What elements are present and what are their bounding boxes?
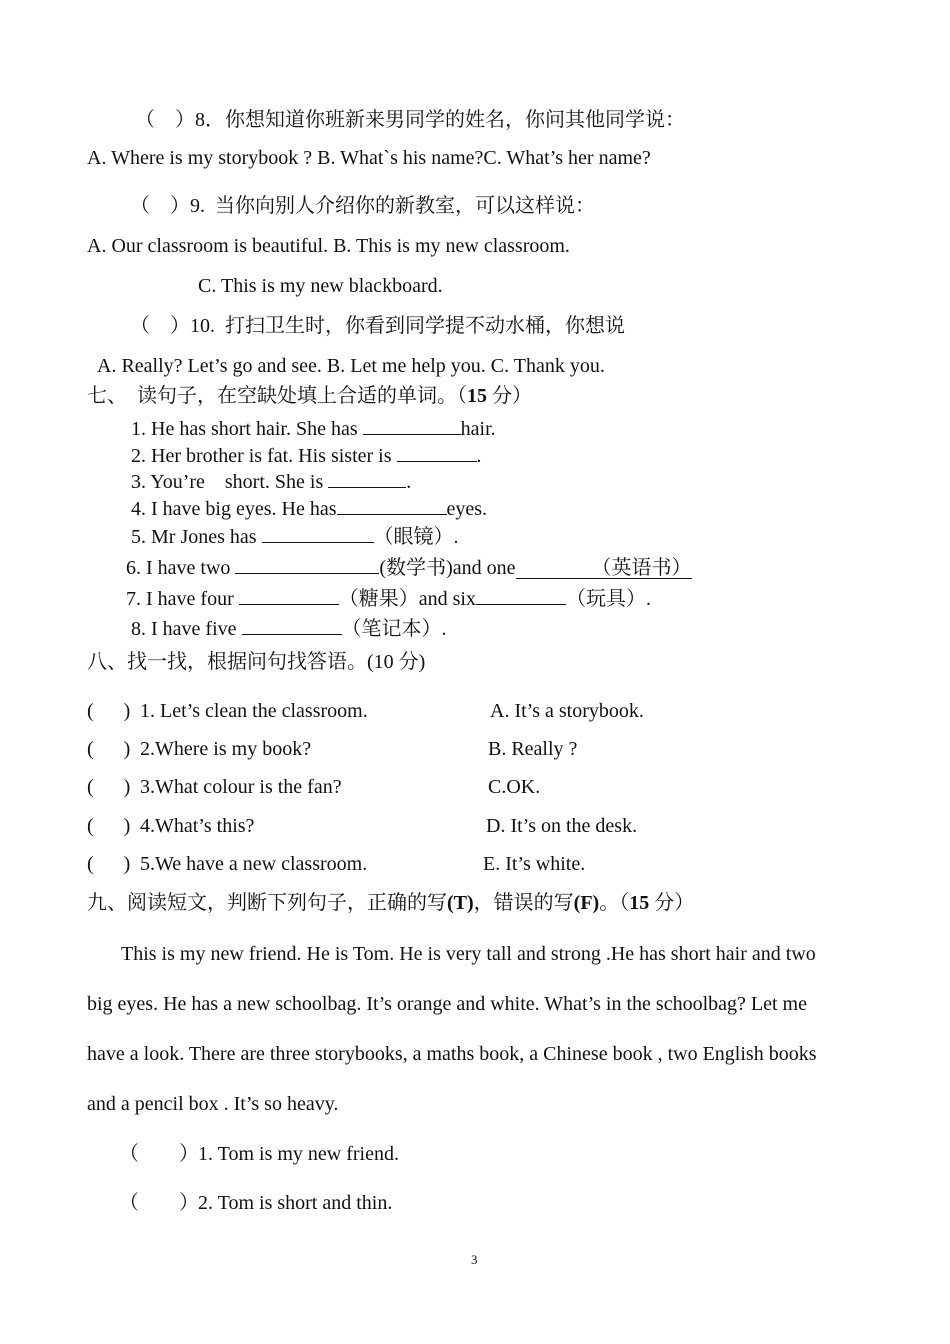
fill-item-4-pre: 4. I have big eyes. He has	[131, 498, 337, 520]
blank-2[interactable]	[397, 441, 477, 462]
q9-bracket: （ ）9.	[130, 195, 205, 217]
fill-item-1-post: hair.	[460, 418, 496, 440]
section9-title	[87, 893, 694, 913]
fill-item-2-post: .	[476, 445, 482, 467]
fill-item-6-post: （英语书）	[591, 557, 692, 579]
q10-bracket: （ ）10.	[130, 315, 215, 337]
section9-title-text: 九、阅读短文，判断下列句子，正确的写	[87, 892, 447, 914]
blank-5[interactable]	[262, 522, 374, 543]
section9-true-mark: (T)	[447, 892, 474, 914]
blank-1[interactable]	[363, 414, 461, 435]
blank-7b[interactable]	[476, 584, 566, 605]
fill-item-7-post: （玩具）.	[565, 588, 651, 610]
fill-item-4	[131, 494, 487, 519]
fill-item-5-pre: 5. Mr Jones has	[131, 526, 262, 548]
fill-item-7-mid: （糖果）and six	[338, 588, 476, 610]
judge-bracket-2[interactable]: （ ）	[119, 1192, 199, 1214]
match-answer-d: D. It’s on the desk.	[486, 815, 638, 837]
fill-item-4-post: eyes.	[446, 498, 488, 520]
q9-options-ab: A. Our classroom is beautiful. B. This is my new classroom.	[87, 235, 570, 257]
q9-option-c: C. This is my new blackboard.	[198, 275, 443, 297]
section9-score: 15	[629, 892, 650, 914]
page-number: 3	[471, 1252, 478, 1267]
q10-options: A. Really? Let’s go and see. B. Let me help you. C. Thank you.	[97, 355, 605, 377]
judge-bracket-1[interactable]: （ ）	[119, 1143, 199, 1165]
blank-6b[interactable]	[516, 558, 692, 579]
section9-title-post: 。（	[599, 892, 630, 914]
fill-item-5	[131, 522, 459, 547]
fill-item-7	[126, 584, 651, 609]
fill-item-3-post: .	[406, 471, 412, 493]
fill-item-5-post: （眼镜）.	[373, 526, 459, 548]
match-question-3: 3.What colour is the fan?	[140, 776, 342, 798]
q8-bracket: （ ）8	[135, 109, 205, 131]
match-bracket-4[interactable]: ( )	[87, 815, 131, 837]
q9-stem	[130, 196, 595, 216]
match-answer-c: C.OK.	[488, 776, 541, 798]
q9-text: 当你向别人介绍你的新教室，可以这样说：	[215, 195, 595, 217]
q8-options: A. Where is my storybook ? B. What`s his name?C. What’s her name?	[87, 147, 651, 169]
section9-false-mark: (F)	[573, 892, 600, 914]
section7-title-text: 七、 读句子，在空缺处填上合适的单词。（	[87, 385, 467, 407]
section8-title: 八、找一找，根据问句找答语。(10 分)	[87, 651, 426, 673]
match-bracket-2[interactable]: ( )	[87, 738, 131, 760]
blank-8[interactable]	[242, 614, 342, 635]
match-question-5: 5.We have a new classroom.	[140, 853, 368, 875]
passage-line-4: and a pencil box . It’s so heavy.	[87, 1093, 339, 1115]
blank-4[interactable]	[337, 494, 447, 515]
fill-item-7-pre: 7. I have four	[126, 588, 239, 610]
fill-item-8	[131, 614, 447, 639]
passage-line-3: have a look. There are three storybooks, a maths book, a Chinese book , two English books	[87, 1043, 817, 1065]
section9-title-end: 分）	[649, 892, 695, 914]
section7-title	[87, 386, 532, 406]
match-question-2: 2.Where is my book?	[140, 738, 312, 760]
fill-item-6-mid: (数学书)and one	[379, 557, 516, 579]
q10-text: 打扫卫生时，你看到同学提不动水桶，你想说	[225, 315, 625, 337]
section7-title-end: 分）	[487, 385, 532, 407]
fill-item-8-pre: 8. I have five	[131, 618, 242, 640]
blank-6a[interactable]	[235, 553, 379, 574]
fill-item-2	[131, 441, 482, 466]
section9-title-mid: ，错误的写	[473, 892, 574, 914]
blank-3[interactable]	[328, 467, 406, 488]
match-bracket-5[interactable]: ( )	[87, 853, 131, 875]
match-question-1: 1. Let’s clean the classroom.	[140, 700, 368, 722]
fill-item-8-post: （笔记本）.	[341, 618, 447, 640]
judge-statement-1: 1. Tom is my new friend.	[198, 1143, 399, 1165]
match-answer-e: E. It’s white.	[483, 853, 586, 875]
match-answer-a: A. It’s a storybook.	[490, 700, 644, 722]
fill-item-1	[131, 414, 496, 439]
fill-item-2-pre: 2. Her brother is fat. His sister is	[131, 445, 397, 467]
judge-statement-2: 2. Tom is short and thin.	[198, 1192, 393, 1214]
match-question-4: 4.What’s this?	[140, 815, 255, 837]
fill-item-6-pre: 6. I have two	[126, 557, 236, 579]
blank-7a[interactable]	[239, 584, 339, 605]
fill-item-6	[126, 553, 692, 579]
q10-stem	[130, 316, 625, 336]
q8-text: ．你想知道你班新来男同学的姓名，你问其他同学说：	[205, 109, 685, 131]
match-bracket-1[interactable]: ( )	[87, 700, 131, 722]
passage-line-1: This is my new friend. He is Tom. He is very tall and strong .He has short hair and two	[121, 943, 816, 965]
section7-score: 15	[467, 385, 487, 407]
match-answer-b: B. Really ?	[488, 738, 578, 760]
passage-line-2: big eyes. He has a new schoolbag. It’s orange and white. What’s in the schoolbag? Let me	[87, 993, 807, 1015]
match-bracket-3[interactable]: ( )	[87, 776, 131, 798]
fill-item-1-pre: 1. He has short hair. She has	[131, 418, 363, 440]
q8-stem	[135, 110, 685, 130]
fill-item-3-pre: 3. You’re short. She is	[131, 471, 329, 493]
fill-item-3	[131, 467, 411, 492]
